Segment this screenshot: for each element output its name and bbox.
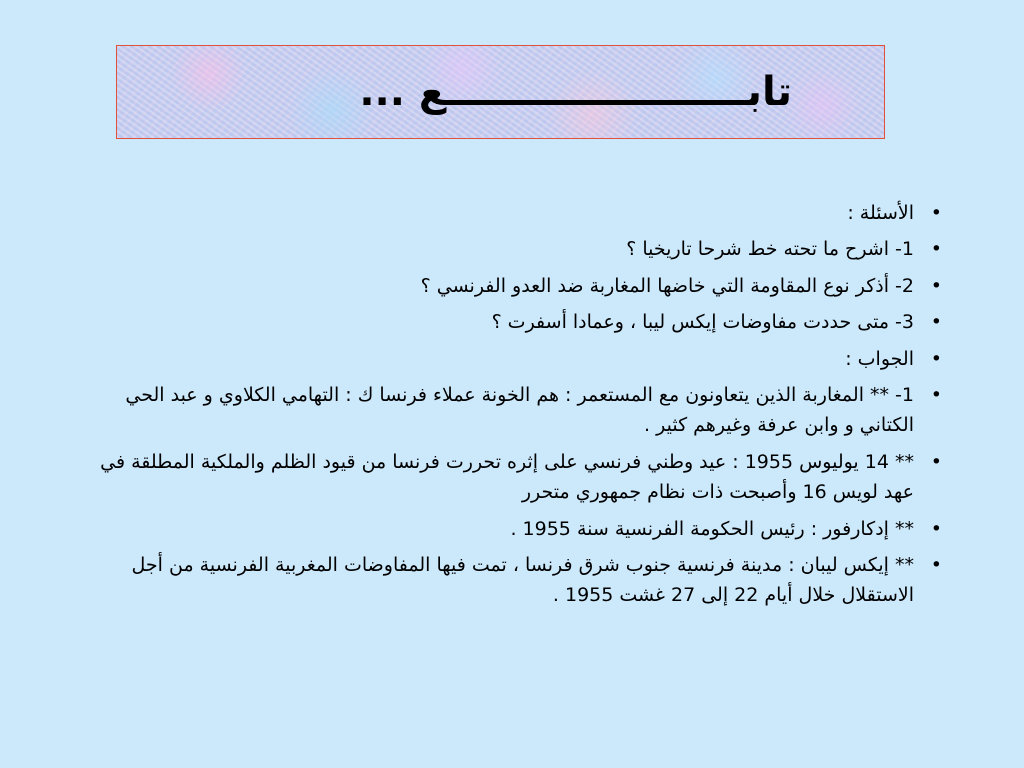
bullet-icon: • — [930, 517, 942, 540]
list-item — [100, 550, 942, 611]
list-item — [100, 271, 942, 301]
bullet-icon: • — [930, 450, 942, 473]
list-item — [100, 198, 942, 228]
bullet-icon: • — [930, 383, 942, 406]
list-item-text: ** إدكارفور : رئيس الحكومة الفرنسية سنة 1955 . — [510, 517, 914, 540]
list-item-text: ** 14 يوليوس 1955 : عيد وطني فرنسي على إثره تحررت فرنسا من قيود الظلم والملكية المطلقة في عهد لويس 16 وأصبحت ذات نظام جمهوري متحرر — [100, 450, 914, 504]
list-item — [100, 380, 942, 441]
bullet-icon: • — [930, 238, 942, 261]
list-item-text: 1- اشرح ما تحته خط شرحا تاريخيا ؟ — [626, 238, 914, 261]
bullet-icon: • — [930, 202, 942, 224]
content-area — [100, 198, 942, 617]
list-item-text: الجواب : — [845, 347, 914, 370]
list-item-text: 2- أذكر نوع المقاومة التي خاضها المغاربة ضد العدو الفرنسي ؟ — [420, 274, 914, 297]
bullet-icon: • — [930, 347, 942, 370]
list-item-text: الأسئلة : — [847, 202, 914, 224]
list-item — [100, 307, 942, 337]
bullet-icon: • — [930, 274, 942, 297]
list-item — [100, 234, 942, 264]
list-item-text: 1- ** المغاربة الذين يتعاونون مع المستعمر : هم الخونة عملاء فرنسا ك : التهامي الكلاوي و عبد الحي الكتاني و وابن عرفة وغيرهم كثير . — [125, 383, 914, 437]
list-item-text: ** إيكس ليبان : مدينة فرنسية جنوب شرق فرنسا ، تمت فيها المفاوضات المغربية الفرنسية من أجل الاستقلال خلال أيام 22 إلى 27 غشت 1955 . — [131, 553, 914, 607]
bullet-icon: • — [930, 553, 942, 576]
title-box — [116, 45, 885, 139]
slide-title: تابــــــــــــــــــــــع ... — [359, 69, 792, 115]
list-item — [100, 344, 942, 374]
bullet-list — [100, 198, 942, 611]
list-item — [100, 514, 942, 544]
list-item-text: 3- متى حددت مفاوضات إيكس ليبا ، وعمادا أسفرت ؟ — [491, 311, 914, 334]
bullet-icon: • — [930, 311, 942, 334]
list-item — [100, 447, 942, 508]
